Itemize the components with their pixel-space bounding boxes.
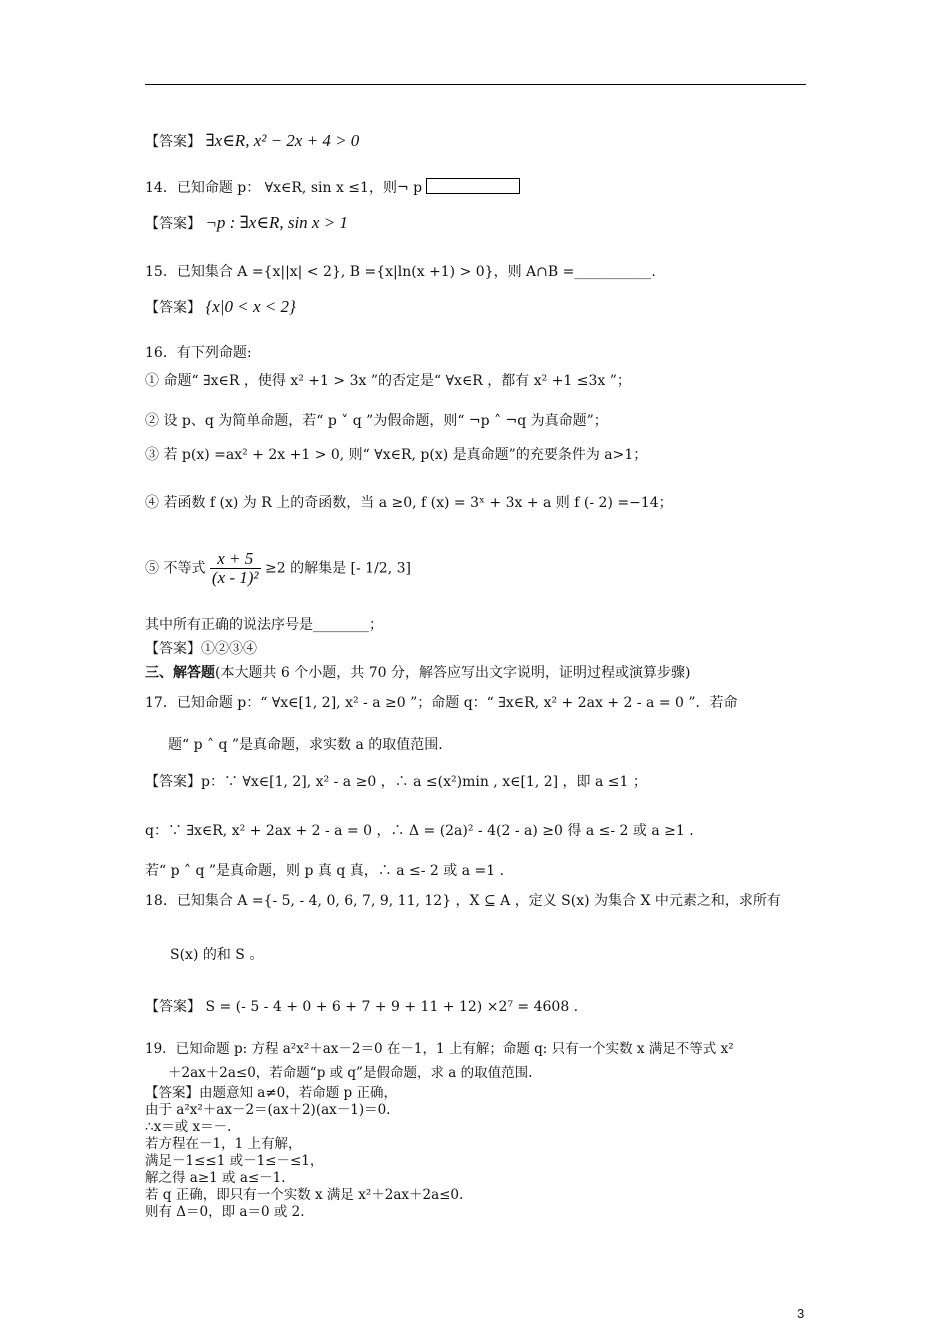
- fraction-numerator: x + 5: [210, 550, 261, 569]
- answer-19-line: 则有 Δ＝0，即 a＝0 或 2.: [145, 1204, 305, 1220]
- header-rule: [145, 84, 806, 85]
- question-17-line-2: 题“ p ˄ q ”是真命题，求实数 a 的取值范围.: [168, 737, 443, 753]
- answer-19-line: 满足－1≤≤1 或－1≤－≤1，: [145, 1153, 324, 1169]
- answer-17-line-1: 【答案】p：∵ ∀x∈[1, 2], x² - a ≥0 ，∴ a ≤(x²)min , x∈[1, 2] ，即 a ≤1 ；: [145, 774, 647, 790]
- answer-19-line: ∴x＝或 x＝－.: [145, 1119, 232, 1135]
- answer-17-line-2: q：∵ ∃x∈R, x² + 2ax + 2 - a = 0 ，∴ Δ = (2a)² - 4(2 - a) ≥0 得 a ≤- 2 或 a ≥1 .: [145, 823, 694, 839]
- question-16-item-3: ③ 若 p(x) =ax² + 2x +1 > 0, 则“ ∀x∈R, p(x) 是真命题”的充要条件为 a>1；: [145, 447, 648, 463]
- question-16-item-5: [145, 550, 411, 587]
- question-15-text: 15．已知集合 A ={x||x| < 2}, B ={x|ln(x +1) > 0}，则 A∩B =___________.: [145, 264, 656, 280]
- section-3-title: 三、解答题: [145, 665, 215, 681]
- question-16-summary: 其中所有正确的说法序号是________；: [145, 617, 383, 633]
- answer-15: [145, 298, 296, 317]
- question-19-line-1: 19．已知命题 p: 方程 a²x²＋ax－2＝0 在－1，1 上有解；命题 q: 只有一个实数 x 满足不等式 x²: [145, 1041, 734, 1057]
- page-number: 3: [797, 1306, 805, 1321]
- answer-14-formula: ¬p : ∃x∈R, sin x > 1: [205, 213, 348, 232]
- question-16-item-1: ① 命题“ ∃x∈R ，使得 x² +1 > 3x ”的否定是“ ∀x∈R ，都有 x² +1 ≤3x ”；: [145, 373, 631, 389]
- item-5-suffix: ≥2 的解集是 [- 1/2, 3]: [265, 560, 411, 577]
- item-5-prefix: ⑤ 不等式: [145, 560, 206, 577]
- answer-19-line: 【答案】由题意知 a≠0，若命题 p 正确，: [145, 1085, 397, 1101]
- answer-15-formula: {x|0 < x < 2}: [205, 297, 296, 316]
- question-15: [145, 263, 656, 281]
- answer-19-line: 若 q 正确，即只有一个实数 x 满足 x²＋2ax＋2a≤0.: [145, 1187, 464, 1203]
- question-18-line-2: S(x) 的和 S 。: [170, 947, 264, 963]
- question-16-item-4: ④ 若函数 f (x) 为 R 上的奇函数，当 a ≥0, f (x) = 3ˣ + 3x + a 则 f (- 2) =−14；: [145, 495, 673, 511]
- answer-19-line: 由于 a²x²＋ax－2＝(ax＋2)(ax－1)＝0.: [145, 1102, 391, 1118]
- answer-17-line-3: 若“ p ˄ q ”是真命题，则 p 真 q 真，∴ a ≤- 2 或 a =1 .: [145, 863, 505, 879]
- fraction-denominator: (x - 1)²: [211, 568, 259, 587]
- answer-label: 【答案】: [145, 300, 201, 316]
- question-16-item-2: ② 设 p、q 为简单命题，若“ p ˅ q ”为假命题，则“ ¬p ˄ ¬q 为真命题”；: [145, 413, 608, 429]
- section-3-note: (本大题共 6 个小题，共 70 分，解答应写出文字说明，证明过程或演算步骤): [215, 665, 691, 681]
- section-3-heading: [145, 664, 690, 682]
- item-5-fraction: [210, 550, 261, 587]
- answer-19-line: 解之得 a≥1 或 a≤－1.: [145, 1170, 286, 1186]
- answer-14: [145, 214, 348, 233]
- answer-13-formula: ∃x∈R, x² − 2x + 4 > 0: [205, 131, 360, 150]
- answer-18: 【答案】 S = (- 5 - 4 + 0 + 6 + 7 + 9 + 11 + 12) ×2⁷ = 4608 .: [145, 999, 579, 1015]
- question-18-line-1: 18．已知集合 A ={- 5, - 4, 0, 6, 7, 9, 11, 12} ，X ⊆ A ，定义 S(x) 为集合 X 中元素之和，求所有: [145, 893, 781, 909]
- answer-19-line: 若方程在－1，1 上有解，: [145, 1136, 302, 1152]
- question-17-line-1: 17．已知命题 p：“ ∀x∈[1, 2], x² - a ≥0 ”；命题 q：“ ∃x∈R, x² + 2ax + 2 - a = 0 ”．若命: [145, 695, 738, 711]
- answer-label: 【答案】: [145, 216, 201, 232]
- answer-label: 【答案】: [145, 134, 201, 150]
- question-16-title: 16．有下列命题:: [145, 345, 252, 361]
- question-14: [145, 178, 520, 197]
- answer-16: 【答案】①②③④: [145, 641, 257, 657]
- question-19-line-2: ＋2ax＋2a≤0，若命题“p 或 q”是假命题，求 a 的取值范围.: [168, 1065, 533, 1081]
- question-14-text: 14．已知命题 p： ∀x∈R, sin x ≤1，则¬ p: [145, 180, 423, 196]
- answer-blank-box: [426, 178, 520, 194]
- answer-13: [145, 132, 359, 151]
